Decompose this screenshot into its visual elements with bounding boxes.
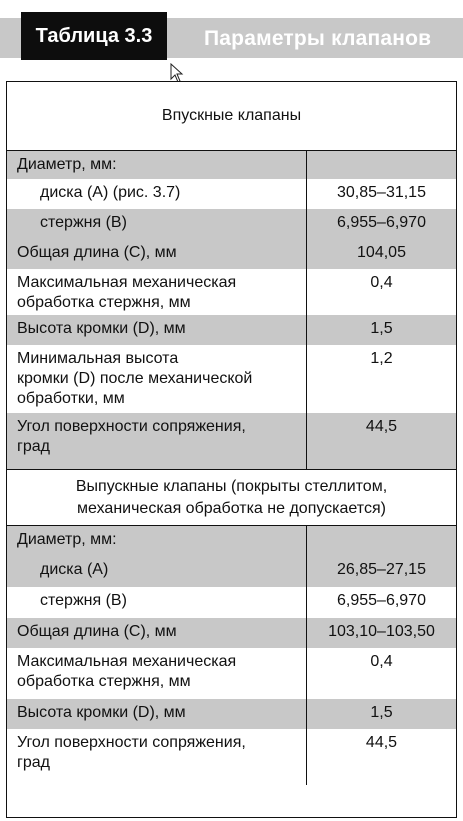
parameter-text: град bbox=[17, 754, 50, 771]
table-header bbox=[0, 0, 463, 80]
mouse-pointer-icon bbox=[170, 63, 184, 83]
parameter-cell bbox=[7, 556, 307, 587]
table-row bbox=[7, 526, 456, 556]
parameter-text: диска (А) (рис. 3.7) bbox=[40, 184, 181, 201]
parameter-text: град bbox=[17, 438, 50, 455]
parameter-text: Высота кромки (D), мм bbox=[17, 320, 186, 337]
parameter-text: Общая длина (С), мм bbox=[17, 244, 177, 261]
parameter-cell bbox=[7, 315, 307, 345]
parameter-text: Максимальная механическая bbox=[17, 653, 237, 670]
parameter-cell bbox=[7, 699, 307, 729]
table-row bbox=[7, 151, 456, 179]
table-row bbox=[7, 413, 456, 469]
parameter-cell bbox=[7, 179, 307, 209]
parameter-cell bbox=[7, 345, 307, 413]
parameter-text: Диаметр, мм: bbox=[17, 531, 117, 548]
parameter-cell bbox=[7, 209, 307, 239]
table-row bbox=[7, 209, 456, 239]
value-cell: 6,955–6,970 bbox=[337, 214, 426, 231]
table-row bbox=[7, 729, 456, 785]
parameter-cell bbox=[7, 526, 307, 556]
table-row bbox=[7, 618, 456, 648]
value-cell: 26,85–27,15 bbox=[337, 561, 426, 578]
value-cell: 1,5 bbox=[370, 704, 393, 721]
value-cell: 44,5 bbox=[365, 418, 398, 435]
parameter-text: стержня (В) bbox=[40, 214, 127, 231]
parameter-cell bbox=[7, 587, 307, 618]
parameter-cell bbox=[7, 729, 307, 785]
valve-parameters-table bbox=[6, 81, 457, 818]
parameter-text: кромки (D) после механической bbox=[17, 370, 253, 387]
parameter-text: Угол поверхности сопряжения, bbox=[17, 734, 246, 751]
value-cell: 103,10–103,50 bbox=[328, 623, 435, 640]
section-heading bbox=[7, 82, 456, 151]
parameter-text: Максимальная механическая bbox=[17, 274, 237, 291]
parameter-text: Угол поверхности сопряжения, bbox=[17, 418, 246, 435]
value-cell bbox=[307, 151, 456, 179]
value-cell: 0,4 bbox=[370, 653, 393, 670]
parameter-cell bbox=[7, 413, 307, 469]
parameter-text: стержня (В) bbox=[40, 592, 127, 609]
parameter-cell bbox=[7, 151, 307, 179]
table-row bbox=[7, 239, 456, 269]
value-cell: 6,955–6,970 bbox=[337, 592, 426, 609]
parameter-text: обработка стержня, мм bbox=[17, 673, 191, 690]
parameter-text: Диаметр, мм: bbox=[17, 156, 117, 173]
section-heading-line: Впускные клапаны bbox=[161, 107, 302, 124]
parameter-cell bbox=[7, 239, 307, 269]
parameter-text: Высота кромки (D), мм bbox=[17, 704, 186, 721]
table-row bbox=[7, 556, 456, 587]
parameter-cell bbox=[7, 269, 307, 315]
parameter-text: обработки, мм bbox=[17, 390, 125, 407]
table-row bbox=[7, 648, 456, 699]
value-cell: 0,4 bbox=[370, 274, 393, 291]
table-row bbox=[7, 587, 456, 618]
value-cell bbox=[307, 526, 456, 556]
section-heading-line: Выпускные клапаны (покрыты стеллитом, bbox=[75, 478, 388, 495]
table-row bbox=[7, 315, 456, 345]
value-cell: 1,5 bbox=[370, 320, 393, 337]
table-number-label: Таблица 3.3 bbox=[21, 12, 167, 60]
parameter-text: обработка стержня, мм bbox=[17, 294, 191, 311]
parameter-text: Минимальная высота bbox=[17, 350, 179, 367]
parameter-text: Общая длина (С), мм bbox=[17, 623, 177, 640]
parameter-cell bbox=[7, 648, 307, 699]
table-title: Параметры клапанов bbox=[204, 27, 432, 50]
section-heading-line: механическая обработка не допускается) bbox=[77, 500, 386, 517]
value-cell: 44,5 bbox=[365, 734, 398, 751]
table-row bbox=[7, 179, 456, 209]
table-row bbox=[7, 345, 456, 413]
value-cell: 1,2 bbox=[370, 350, 393, 367]
value-cell: 104,05 bbox=[357, 244, 406, 261]
section-heading bbox=[7, 469, 456, 526]
table-row bbox=[7, 699, 456, 729]
value-cell: 30,85–31,15 bbox=[337, 184, 426, 201]
parameter-cell bbox=[7, 618, 307, 648]
parameter-text: диска (А) bbox=[40, 561, 109, 578]
table-row bbox=[7, 269, 456, 315]
